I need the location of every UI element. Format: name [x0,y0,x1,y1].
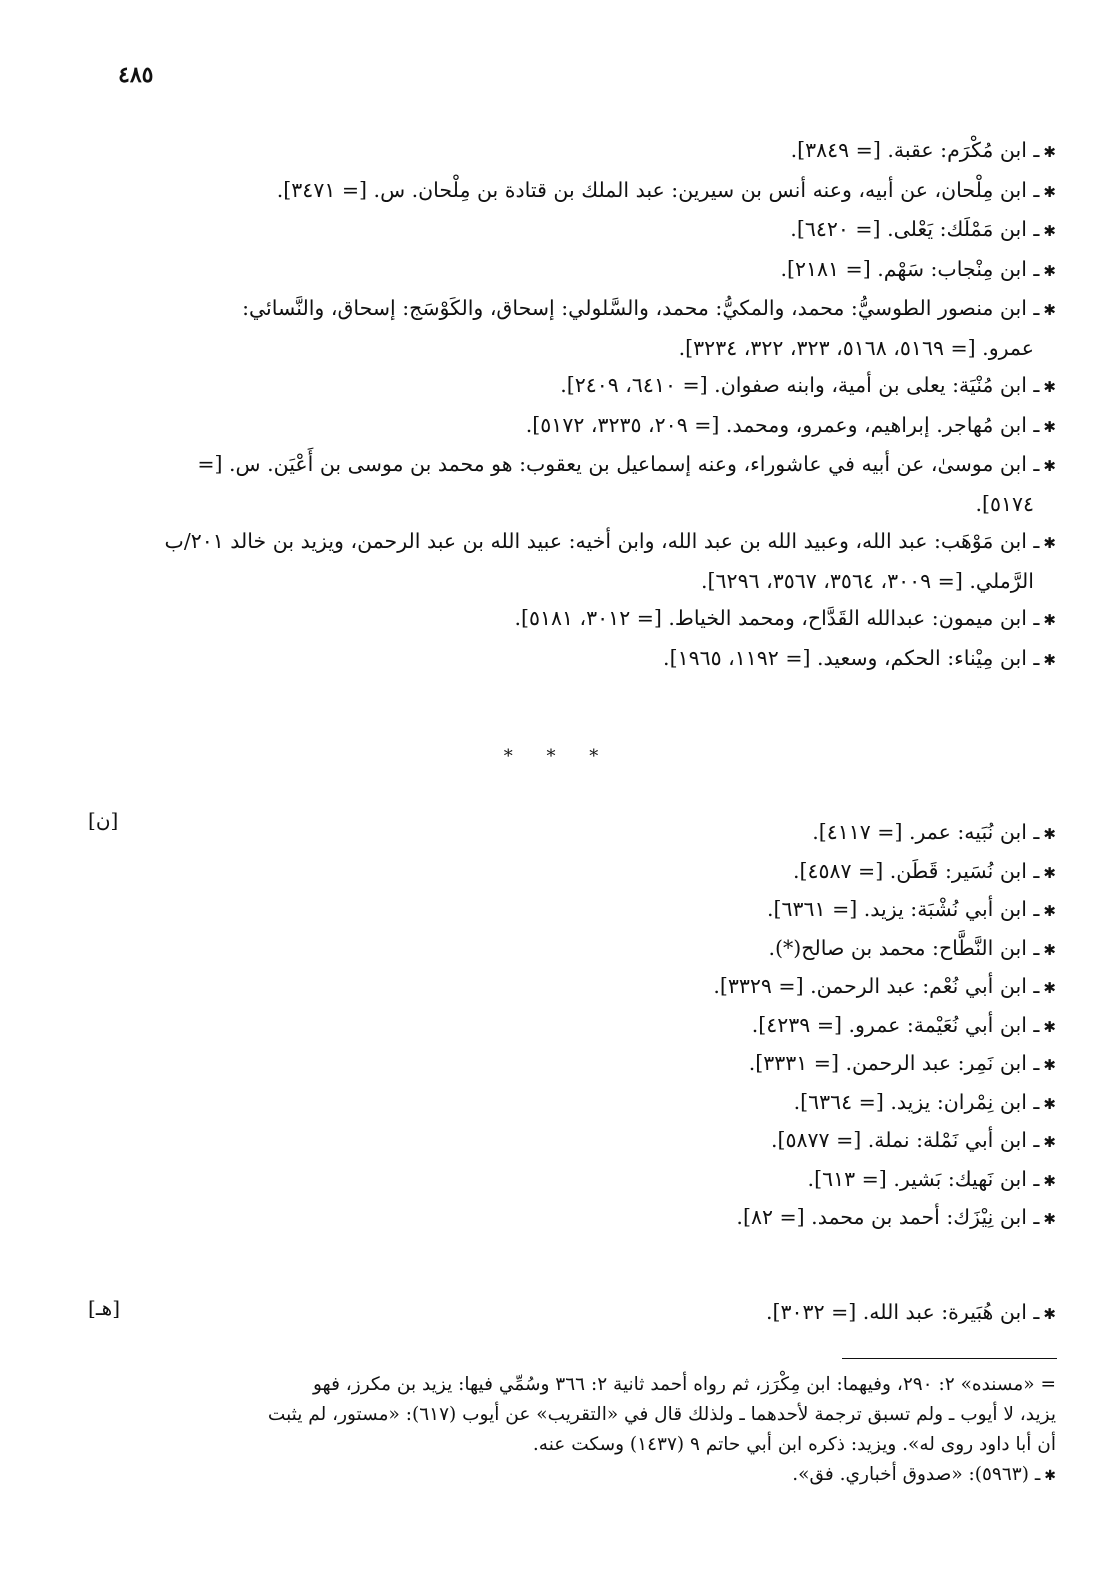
asterisk-icon: ✱ [1043,1056,1056,1074]
footnote-line: أن أبا داود روى له». ويزيد: ذكره ابن أبي حاتم ٩ (١٤٣٧) وسكت عنه. [532,1434,1056,1455]
asterisk-icon: ✱ [1043,979,1056,997]
entry: ✱ـ ابن منصور الطوسيُّ: محمد، والمكيُّ: محمد، والسَّلولي: إسحاق، والكَوْسَج: إسحاق، والنَّسائي: [242,296,1056,320]
asterisk-icon: ✱ [1043,940,1056,959]
asterisk-icon: ✱ [1043,1017,1056,1036]
entry: ✱ـ ابن مِلْحان، عن أبيه، وعنه أنس بن سيرين: عبد الملك بن قتادة بن مِلْحان. س. [= ٣٤٧١]. [276,177,1056,202]
entry: ✱ـ ابن نَمِر: عبد الرحمن. [= ٣٣٣١]. [748,1051,1056,1075]
section-marker-ha: [هـ] [88,1296,121,1320]
entry: ✱ـ ابن مَوْهَب: عبد الله، وعبيد الله بن عبد الله، وابن أخيه: عبيد الله بن عبد الرحمن، ويزيد بن خالد ٢٠١/ب [164,529,1056,553]
entry-continuation: عمرو. [= ٥١٦٩، ٥١٦٨، ٣٢٣، ٣٢٢، ٣٢٣٤]. [678,335,1034,360]
entry: ✱ـ ابن ميمون: عبدالله القَدَّاح، ومحمد الخياط. [= ٣٠١٢، ٥١٨١]. [514,606,1056,630]
entry: ✱ـ ابن نِيْزَك: أحمد بن محمد. [= ٨٢]. [736,1205,1056,1229]
section-marker-nun: [ن] [88,808,119,832]
entry: ✱ـ ابن مُكْرَم: عقبة. [= ٣٨٤٩]. [790,138,1056,162]
entry-continuation: الرَّملي. [= ٣٠٠٩، ٣٥٦٤، ٣٥٦٧، ٦٢٩٦]. [701,568,1034,593]
footnote-line: ✱ـ (٥٩٦٣): «صدوق أخباري. فق». [792,1464,1056,1485]
asterisk-icon: ✱ [1043,182,1056,201]
asterisk-icon: ✱ [1043,457,1056,475]
asterisk-icon: ✱ [1043,301,1056,319]
entry: ✱ـ ابن مَمْلَك: يَعْلى. [= ٦٤٢٠]. [790,217,1056,241]
entry: ✱ـ ابن هُبَيرة: عبد الله. [= ٣٠٣٢]. [766,1300,1056,1324]
entry-continuation: ٥١٧٤]. [975,491,1034,516]
asterisk-icon: ✱ [1043,534,1056,552]
asterisk-icon: ✱ [1043,1305,1056,1323]
asterisk-icon: ✱ [1043,378,1056,396]
footnote-line: = «مسنده» ٢: ٢٩٠، وفيهما: ابن مِكْرَز، ثم رواه أحمد ثانية ٢: ٣٦٦ وسُمِّي فيها: يزيد بن مكرز، فهو [312,1374,1056,1395]
entry: ✱ـ ابن أبي نُعْم: عبد الرحمن. [= ٣٣٢٩]. [713,974,1056,998]
entry: ✱ـ ابن مُنْيَة: يعلى بن أمية، وابنه صفوان. [= ٦٤١٠، ٢٤٠٩]. [560,373,1056,397]
entry: ✱ـ ابن نُسَير: قَطَن. [= ٤٥٨٧]. [792,858,1056,883]
entry: ✱ـ ابن أبي نَمْلة: نملة. [= ٥٨٧٧]. [770,1128,1056,1152]
entries-top [60,132,1056,679]
section-separator: * * * [503,746,613,767]
entry: ✱ـ ابن نَهيك: بَشير. [= ٦١٣]. [807,1166,1056,1191]
entry: ✱ـ ابن مُهاجر. إبراهيم، وعمرو، ومحمد. [= ٢٠٩، ٣٢٣٥، ٥١٧٢]. [525,412,1056,437]
entry: ✱ـ ابن مِيْناء: الحكم، وسعيد. [= ١١٩٢، ١٩٦٥]. [663,645,1056,670]
asterisk-icon: ✱ [1043,222,1056,240]
entry: ✱ـ ابن نِمْران: يزيد. [= ٦٣٦٤]. [793,1089,1056,1114]
entry: ✱ـ ابن موسىٰ، عن أبيه في عاشوراء، وعنه إسماعيل بن يعقوب: هو محمد بن موسى بن أَعْيَن. س. [= [197,452,1056,476]
asterisk-icon: ✱ [1043,1133,1056,1151]
entries-nun [60,814,1056,1238]
footnote-rule [842,1358,1057,1359]
asterisk-icon: ✱ [1043,863,1056,882]
footnote-line: يزيد، لا أيوب ـ ولم تسبق ترجمة لأحدهما ـ ولذلك قال في «التقريب» عن أيوب (٦١٧): «مستور، لم يثبت [267,1404,1056,1425]
asterisk-icon: ✱ [1044,1468,1056,1484]
asterisk-icon: ✱ [1043,261,1056,280]
asterisk-icon: ✱ [1043,417,1056,436]
entry: ✱ـ ابن أبي نُعَيْمة: عمرو. [= ٤٢٣٩]. [751,1012,1056,1037]
entries-ha [60,1294,1056,1333]
asterisk-icon: ✱ [1043,650,1056,669]
entry: ✱ـ ابن نُبَيه: عمر. [= ٤١١٧]. [812,820,1056,844]
page-number: ٤٨٥ [118,62,154,88]
footnotes [88,1370,1056,1491]
asterisk-icon: ✱ [1043,1171,1056,1190]
entry: ✱ـ ابن النَّطَّاح: محمد بن صالح(*). [768,935,1056,960]
entry: ✱ـ ابن مِنْجاب: سَهْم. [= ٢١٨١]. [780,256,1056,281]
asterisk-icon: ✱ [1043,1210,1056,1228]
asterisk-icon: ✱ [1043,1094,1056,1113]
asterisk-icon: ✱ [1043,611,1056,629]
asterisk-icon: ✱ [1043,902,1056,920]
asterisk-icon: ✱ [1043,825,1056,843]
asterisk-icon: ✱ [1043,143,1056,161]
entry: ✱ـ ابن أبي نُشْبَة: يزيد. [= ٦٣٦١]. [767,897,1056,921]
